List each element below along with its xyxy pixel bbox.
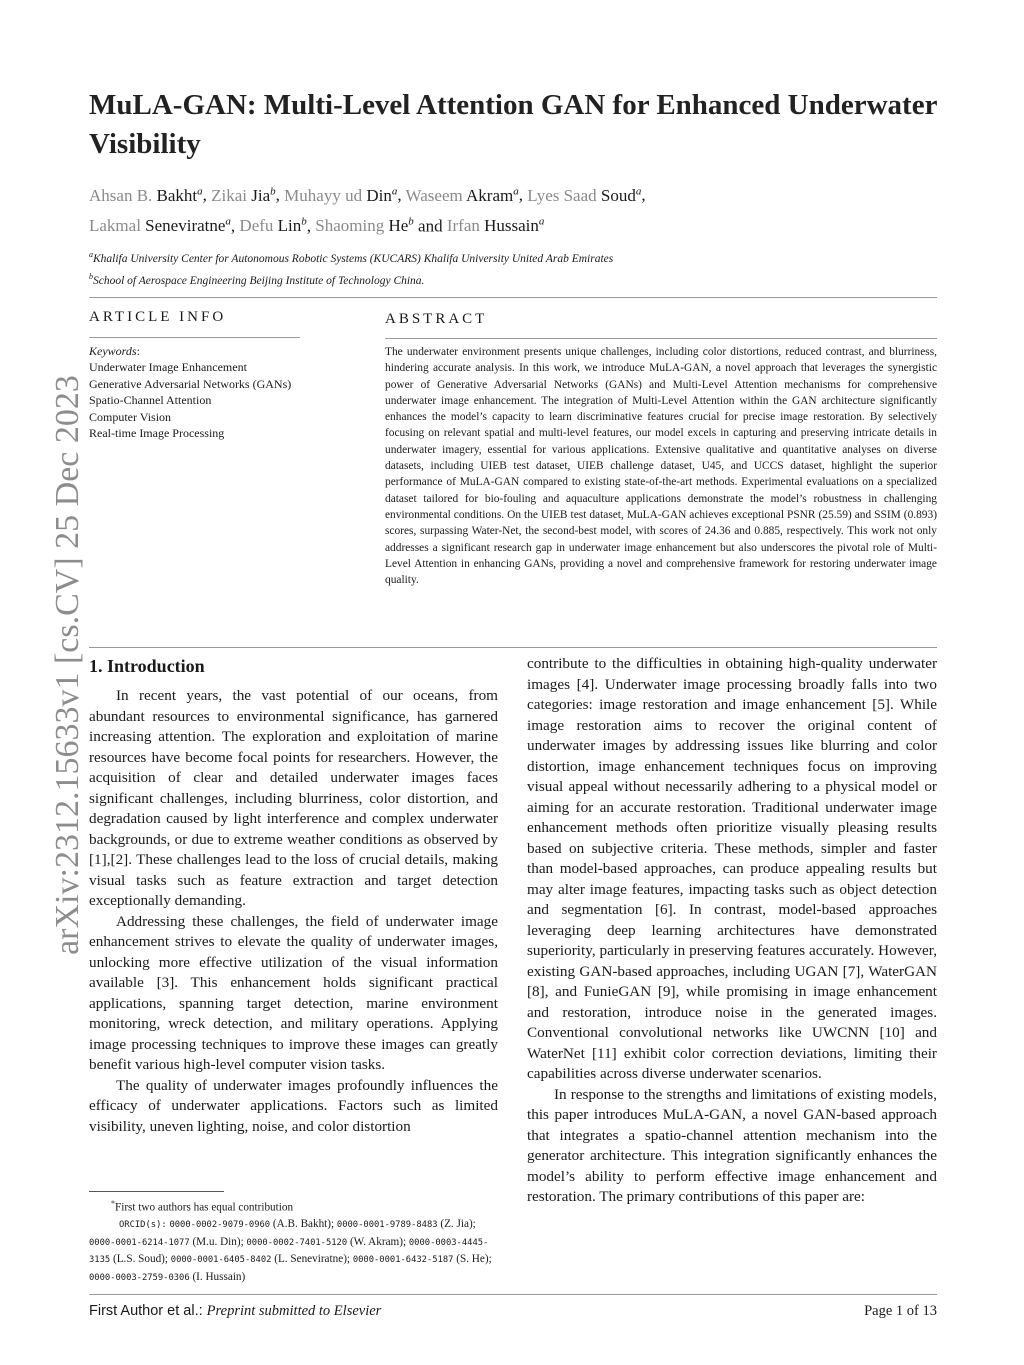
orcid-link[interactable]: 0000-0001-9789-8483 <box>336 1220 438 1231</box>
orcid-link[interactable]: 0000-0002-7401-5120 <box>246 1237 348 1248</box>
article-info-heading: ARTICLE INFO <box>89 309 227 325</box>
affiliation: $^a$Khalifa University Center for Autonomous Robotic Systems (KUCARS) Khalifa University United Arab Emirates <box>89 250 614 265</box>
orcid-link[interactable]: 0000-0001-6214-1077 <box>89 1237 190 1248</box>
footnotes <box>89 1196 498 1286</box>
article-info-divider <box>89 337 300 338</box>
author[interactable]: Lakmal Seneviratne$^a$ <box>89 215 231 236</box>
body-column-left <box>89 686 498 1137</box>
footer-running-head: First Author et al.: Preprint submitted to Elsevier <box>89 1303 382 1319</box>
header-divider <box>89 297 937 298</box>
keyword: Spatio-Channel Attention <box>89 393 212 408</box>
orcid-link[interactable]: 0000-0001-6405-8402 <box>170 1255 272 1266</box>
arxiv-identifier: arXiv:2312.15633v1 [cs.CV] 25 Dec 2023 <box>49 375 86 955</box>
orcid-list: ORCID(s): 0000-0002-9079-0960 (A.B. Bakht); 0000-0001-9789-8483 (Z. Jia); 0000-0001-6214-1077 (M.u. Din); 0000-0002-7401-5120 (W. Akram); 0000-0003-4445-3135 (L.S. Soud); 0000-0001-6405-8402 (L. Seneviratne); 0000-0001-6432-5187 (S. He); 0000-0003-2759-0306 (I. Hussain) <box>89 1218 492 1283</box>
author-conjunction: and <box>418 216 443 236</box>
orcid-link[interactable]: 0000-0001-6432-5187 <box>352 1255 454 1266</box>
orcid-link[interactable]: 0000-0002-9079-0960 <box>169 1220 271 1231</box>
keywords-label: Keywords <box>89 344 137 358</box>
keyword: Computer Vision <box>89 409 172 424</box>
paragraph: The quality of underwater images profoundly influences the efficacy of underwater applications. Factors such as limited visibility, uneven lighting, noise, and color distortion <box>89 1076 498 1135</box>
keyword: Underwater Image Enhancement <box>89 360 247 375</box>
keyword: Real-time Image Processing <box>89 426 225 441</box>
footer-divider <box>89 1294 937 1295</box>
keywords-block: Keywords: Underwater Image Enhancement Generative Adversarial Networks (GANs) Spatio-Channel Attention Computer Vision Real-time Image Processing <box>89 343 319 441</box>
author[interactable]: Shaoming He$^b$ <box>315 215 414 236</box>
author[interactable]: Irfan Hussain$^a$ <box>446 215 545 236</box>
abstract-text: The underwater environment presents unique challenges, including color distortions, reduced contrast, and blurriness, hindering accurate analysis. In this work, we introduce MuLA-GAN, a novel approach that leverages the synergistic power of Generative Adversarial Networks (GANs) and Multi-Level Attention mechanisms for comprehensive underwater image enhancement. The integration of Multi-Level Attention within the GAN architecture significantly enhances the model’s capacity to learn discriminative features crucial for precise image restoration. By selectively focusing on relevant spatial and multi-level features, our model excels in capturing and preserving intricate details in underwater imagery, essential for various applications. Extensive qualitative and quantitative analyses on diverse datasets, including UIEB test dataset, UIEB challenge dataset, U45, and UCCS dataset, highlight the superior performance of MuLA-GAN compared to existing state-of-the-art methods. Experimental evaluations on a specialized dataset tailored for bio-fouling and aquaculture applications demonstrate the model’s robustness in challenging environmental conditions. On the UIEB test dataset, MuLA-GAN achieves exceptional PSNR (25.59) and SSIM (0.893) scores, surpassing Water-Net, the second-best model, with scores of 24.36 and 0.885, respectively. This work not only addresses a significant research gap in underwater image enhancement but also underscores the pivotal role of Multi-Level Attention in enhancing GANs, providing a novel and comprehensive framework for restoring underwater image quality. <box>385 346 937 587</box>
abstract-bottom-divider <box>89 647 937 648</box>
paragraph: In recent years, the vast potential of our oceans, from abundant resources to environmental significance, has garnered increasing attention. The exploration and exploitation of marine resources have become focal points for researchers. However, the acquisition of clear and detailed underwater images faces significant challenges, including blurriness, color distortion, and degradation caused by light interference and complex underwater backgrounds, or due to extreme weather conditions as observed by [1],[2]. These challenges lead to the loss of crucial details, making visual tasks such as feature extraction and target detection exceptionally demanding. <box>89 687 498 909</box>
author[interactable]: Zikai Jia$^b$ <box>211 185 276 205</box>
section-heading-introduction: 1. Introduction <box>89 656 205 676</box>
abstract-heading: ABSTRACT <box>385 311 488 327</box>
orcid-link[interactable]: 0000-0003-2759-0306 <box>89 1272 190 1283</box>
abstract-divider <box>385 338 937 339</box>
body-column-right <box>527 654 937 1208</box>
affiliation: $^b$School of Aerospace Engineering Beijing Institute of Technology China. <box>89 271 425 287</box>
author[interactable]: Ahsan B. Bakht$^a$ <box>89 185 203 205</box>
paper-title: MuLA-GAN: Multi-Level Attention GAN for Enhanced Underwater Visibility <box>89 89 937 160</box>
paragraph: In response to the strengths and limitations of existing models, this paper introduces MuLA-GAN, a novel GAN-based approach that integrates a spatio-channel attention mechanism into the generator architecture. This integration significantly enhances the model’s ability to perform effective image enhancement and restoration. The primary contributions of this paper are: <box>527 1085 937 1205</box>
orcid-link[interactable]: 0000-0003-4445-3135 <box>89 1237 489 1266</box>
paragraph: Addressing these challenges, the field of underwater image enhancement strives to elevate the quality of underwater images, unlocking more effective utilization of the visual information available [3]. This enhancement holds significant practical applications, spanning target detection, marine environment monitoring, wreck detection, and military operations. Applying image processing techniques to improve these images can greatly benefit various high-level computer vision tasks. <box>89 912 498 1073</box>
author[interactable]: Lyes Saad Soud$^a$ <box>527 185 642 205</box>
paragraph: contribute to the difficulties in obtaining high-quality underwater images [4]. Underwater image processing broadly falls into two categories: image restoration and image enhancement [5]. While image restoration aims to recover the original content of underwater images by addressing issues like blurring and color distortion, image enhancement techniques focus on improving visual appeal without necessarily adhering to a physical model or aiming for an accurate restoration. Traditional underwater image enhancement methods often prioritize visually pleasing results based on subjective criteria. These methods, simpler and faster than model-based approaches, can produce appealing results but may alter image features, impacting tasks such as object detection and segmentation [6]. In contrast, model-based approaches leveraging deep learning architectures have demonstrated superiority, particularly in preserving features accurately. However, existing GAN-based approaches, including UGAN [7], WaterGAN [8], and FunieGAN [9], while promising in image enhancement and restoration, introduce noise in the generated images. Conventional convolutional networks like UWCNN [10] and WaterNet [11] exhibit color correction deviations, limiting their capabilities across diverse underwater scenarios. <box>527 655 937 1082</box>
author-list: Ahsan B. Bakht$^a$, Zikai Jia$^b$, Muhayy ud Din$^a$, Waseem Akram$^a$, Lyes Saad Soud$^a$, Lakmal Seneviratne$^a$, Defu Lin$^b$, Shaoming He$^b$ and Irfan Hussain$^a$ <box>89 185 646 236</box>
footnote-divider <box>89 1191 224 1192</box>
page-number: Page 1 of 13 <box>864 1303 937 1319</box>
footnote: *First two authors has equal contribution <box>111 1199 294 1214</box>
author[interactable]: Defu Lin$^b$ <box>239 215 307 236</box>
affiliations <box>89 246 949 290</box>
author[interactable]: Waseem Akram$^a$ <box>405 185 519 205</box>
author[interactable]: Muhayy ud Din$^a$ <box>284 185 398 205</box>
keyword: Generative Adversarial Networks (GANs) <box>89 376 292 391</box>
